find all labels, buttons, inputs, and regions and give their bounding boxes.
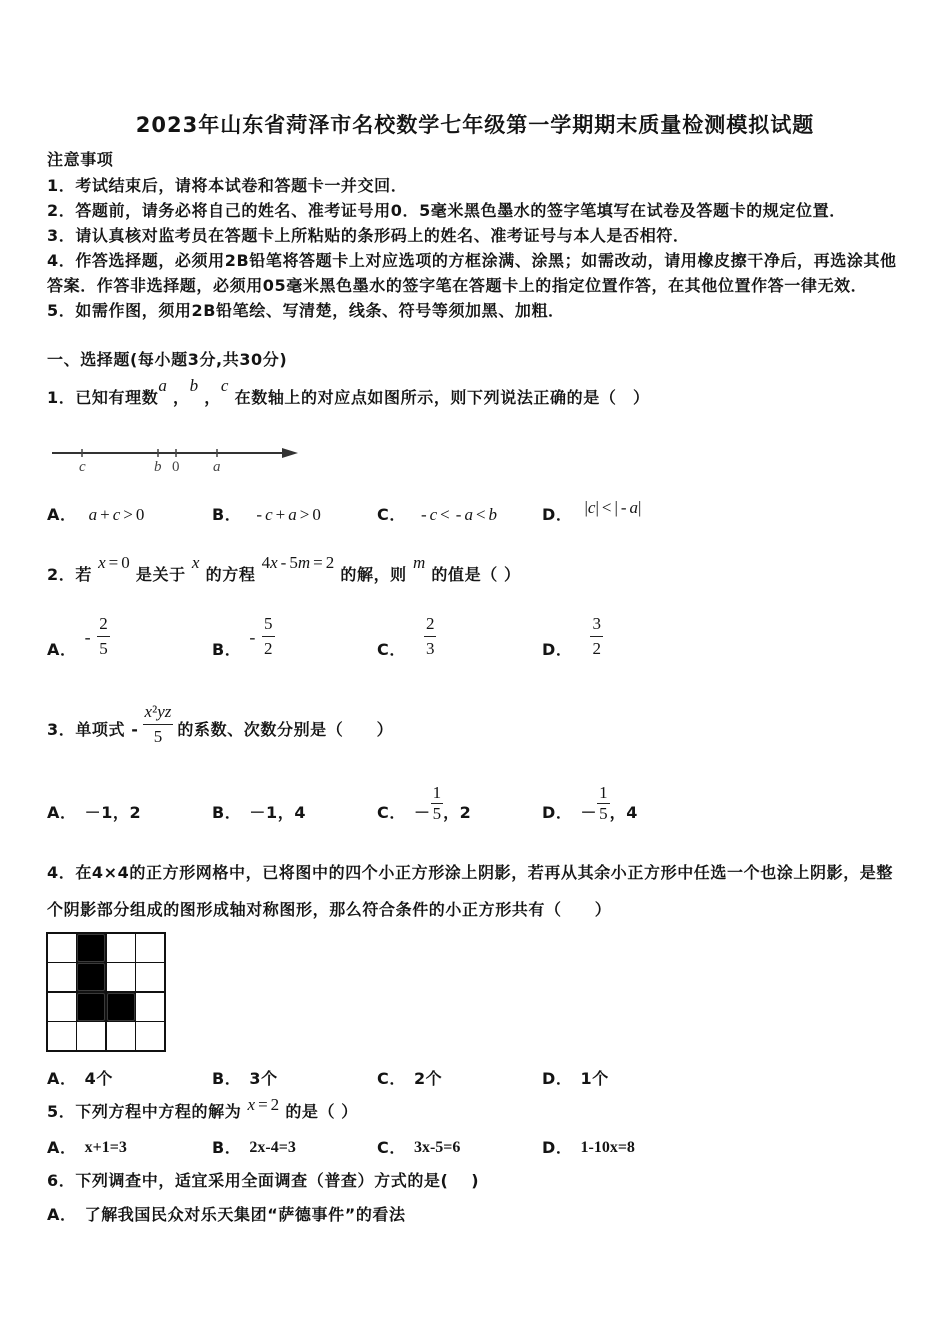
- question-5-text-end: 的是（ ）: [285, 1102, 358, 1121]
- notice-line-4-continued: 答案．作答非选择题，必须用05毫米黑色墨水的签字笔在答题卡上的指定位置作答，在其他位置作答一律无效．: [47, 276, 868, 295]
- option-label: C．: [377, 803, 406, 822]
- math-x-equals-0: x = 0: [98, 553, 130, 572]
- option-label: A．: [47, 1205, 77, 1224]
- grid-cell: [136, 963, 164, 991]
- option-b: [212, 503, 377, 527]
- option-label: C．: [377, 640, 406, 659]
- option-label: B．: [212, 1138, 242, 1157]
- question-1-text-end: 在数轴上的对应点如图所示，则下列说法正确的是（ ）: [234, 388, 650, 407]
- question-4-line-2: 个阴影部分组成的图形成轴对称图形，那么符合条件的小正方形共有（ ）: [47, 900, 612, 919]
- numerator: 5: [262, 612, 275, 637]
- question-3-text-end: 的系数、次数分别是（ ）: [177, 720, 394, 739]
- question-6: 6．下列调查中，适宜采用全面调查（普查）方式的是( ): [47, 1171, 480, 1190]
- question-1: [47, 376, 650, 409]
- math-x-equals-2: x = 2: [247, 1095, 280, 1114]
- option-c: [377, 778, 542, 824]
- option-b: [212, 1067, 377, 1091]
- grid-cell: [107, 1022, 135, 1050]
- option-c: [377, 1067, 542, 1091]
- option-equation: x+1=3: [84, 1139, 127, 1156]
- denominator: 5: [99, 639, 108, 658]
- variable-a: a: [158, 376, 167, 395]
- option-label: D．: [542, 505, 573, 524]
- option-d: [542, 613, 707, 661]
- question-4-options: [47, 1067, 707, 1091]
- separator: ，: [173, 388, 190, 407]
- option-label: C．: [377, 1138, 406, 1157]
- grid-cell: [136, 1022, 164, 1050]
- question-5-text: 5．下列方程中方程的解为: [47, 1102, 242, 1121]
- question-2-text: 的方程: [205, 565, 256, 584]
- option-label: D．: [542, 640, 573, 659]
- option-equation: 3x-5=6: [413, 1139, 461, 1156]
- option-expression: - c + a > 0: [256, 505, 321, 524]
- fraction: [431, 783, 444, 824]
- denominator: 5: [599, 804, 608, 823]
- variable-c: c: [220, 376, 229, 395]
- minus-sign: －: [580, 803, 598, 822]
- grid-cell: [48, 934, 76, 962]
- math-variable-m: m: [412, 553, 426, 572]
- option-expression: a + c > 0: [88, 505, 145, 524]
- number-line-figure: [46, 432, 308, 478]
- question-2-text: 的解，则: [340, 565, 407, 584]
- option-d: [542, 498, 707, 527]
- question-2: [47, 553, 521, 586]
- option-expression: |c| < | - a|: [584, 498, 642, 517]
- option-text: －1，2: [84, 803, 142, 822]
- numerator: 1: [432, 783, 442, 802]
- grid-cell: [48, 963, 76, 991]
- label-a: a: [213, 459, 221, 475]
- math-variable-x: x: [191, 553, 200, 572]
- option-text-end: ，2: [443, 803, 472, 822]
- option-a: [47, 503, 212, 527]
- notice-line-5: 5．如需作图，须用2B铅笔绘、写清楚，线条、符号等须加黑、加粗．: [47, 301, 565, 320]
- numerator: 3: [590, 612, 603, 637]
- denominator: 2: [264, 639, 273, 658]
- option-label: B．: [212, 640, 242, 659]
- fraction: [262, 612, 275, 661]
- option-label: A．: [47, 640, 77, 659]
- notice-heading: 注意事项: [47, 150, 114, 169]
- option-label: C．: [377, 1069, 406, 1088]
- option-text: 2个: [413, 1069, 443, 1088]
- option-text-end: ，4: [609, 803, 638, 822]
- option-text: 1个: [580, 1069, 609, 1088]
- grid-cell: [107, 934, 135, 962]
- grid-cell-shaded: [107, 993, 135, 1021]
- grid-cell: [48, 1022, 76, 1050]
- fraction: [590, 612, 603, 661]
- option-label: D．: [542, 1138, 573, 1157]
- option-label: D．: [542, 803, 573, 822]
- notice-line-2: 2．答题前，请务必将自己的姓名、准考证号用0．5毫米黑色墨水的签字笔填写在试卷及答题卡的规定位置．: [47, 201, 846, 220]
- label-zero: 0: [172, 459, 180, 475]
- option-label: B．: [212, 803, 242, 822]
- separator: ，: [204, 388, 221, 407]
- fraction: [424, 612, 437, 661]
- fraction: [597, 783, 610, 824]
- notice-line-1: 1．考试结束后，请将本试卷和答题卡一并交回．: [47, 176, 408, 195]
- option-label: D．: [542, 1069, 573, 1088]
- math-equation: 4x - 5m = 2: [261, 553, 335, 572]
- variable-b: b: [189, 376, 199, 395]
- option-c: [377, 503, 542, 527]
- minus-sign: -: [84, 627, 92, 647]
- grid-cell: [48, 993, 76, 1021]
- option-b: [212, 613, 377, 661]
- grid-cell: [77, 1022, 105, 1050]
- option-a: [47, 613, 212, 661]
- option-b: [212, 1136, 377, 1160]
- numerator: x²yz: [143, 700, 174, 725]
- numerator: 2: [97, 612, 110, 637]
- question-2-text-end: 的值是（ ）: [431, 565, 521, 584]
- numerator: 2: [424, 612, 437, 637]
- monomial-fraction: [143, 700, 174, 749]
- option-d: [542, 778, 707, 824]
- option-b: [212, 778, 377, 824]
- question-6-option-a: [47, 1204, 406, 1226]
- option-label: A．: [47, 505, 77, 524]
- grid-cell-shaded: [77, 934, 105, 962]
- option-d: [542, 1067, 707, 1091]
- option-label: C．: [377, 505, 406, 524]
- option-label: B．: [212, 505, 242, 524]
- question-2-text: 是关于: [135, 565, 186, 584]
- option-c: [377, 613, 542, 661]
- option-a: [47, 1067, 212, 1091]
- question-1-text: 1．已知有理数: [47, 388, 159, 407]
- question-5-options: [47, 1136, 707, 1160]
- grid-cell-shaded: [77, 963, 105, 991]
- denominator: 5: [432, 804, 442, 823]
- label-b: b: [154, 459, 162, 475]
- option-text: 4个: [84, 1069, 113, 1088]
- grid-cell: [107, 963, 135, 991]
- option-text: 3个: [249, 1069, 278, 1088]
- option-label: A．: [47, 1069, 77, 1088]
- grid-cell-shaded: [77, 993, 105, 1021]
- denominator: 5: [153, 726, 163, 746]
- option-equation: 1-10x=8: [580, 1139, 635, 1156]
- exam-title: 2023年山东省菏泽市名校数学七年级第一学期期末质量检测模拟试题: [135, 113, 815, 137]
- question-5: [47, 1095, 358, 1123]
- option-label: A．: [47, 1138, 77, 1157]
- notice-line-3: 3．请认真核对监考员在答题卡上所粘贴的条形码上的姓名、准考证号与本人是否相符．: [47, 226, 690, 245]
- notice-line-4: 4．作答选择题，必须用2B铅笔将答题卡上对应选项的方框涂满、涂黑；如需改动，请用橡皮擦干净后，再选涂其他: [47, 251, 897, 270]
- option-a: [47, 1136, 212, 1160]
- question-4-line-1: 4．在4×4的正方形网格中，已将图中的四个小正方形涂上阴影，若再从其余小正方形中任选一个也涂上阴影，是整: [47, 863, 894, 882]
- question-3-options: [47, 778, 707, 824]
- question-2-options: [47, 613, 707, 661]
- minus-sign: －: [413, 803, 431, 822]
- option-c: [377, 1136, 542, 1160]
- question-2-text: 2．若: [47, 565, 92, 584]
- grid-cell: [136, 934, 164, 962]
- number-line-arrow: [282, 448, 298, 458]
- option-equation: 2x-4=3: [249, 1139, 296, 1156]
- label-c: c: [79, 459, 86, 475]
- option-text: －1，4: [249, 803, 307, 822]
- question-3: [47, 699, 393, 749]
- section-heading: 一、选择题(每小题3分,共30分): [47, 350, 288, 369]
- denominator: 2: [592, 639, 601, 658]
- fraction: [97, 612, 110, 661]
- option-text: 了解我国民众对乐天集团“萨德事件”的看法: [84, 1205, 406, 1224]
- question-1-options: [47, 498, 707, 527]
- question-3-text: 3．单项式 -: [47, 720, 139, 739]
- square-grid-figure: [46, 932, 166, 1052]
- denominator: 3: [425, 639, 435, 658]
- option-d: [542, 1136, 707, 1160]
- minus-sign: -: [249, 627, 257, 647]
- option-a: [47, 778, 212, 824]
- option-label: A．: [47, 803, 77, 822]
- option-expression: - c < - a < b: [420, 505, 498, 524]
- numerator: 1: [599, 783, 608, 802]
- option-label: B．: [212, 1069, 242, 1088]
- grid-cell: [136, 993, 164, 1021]
